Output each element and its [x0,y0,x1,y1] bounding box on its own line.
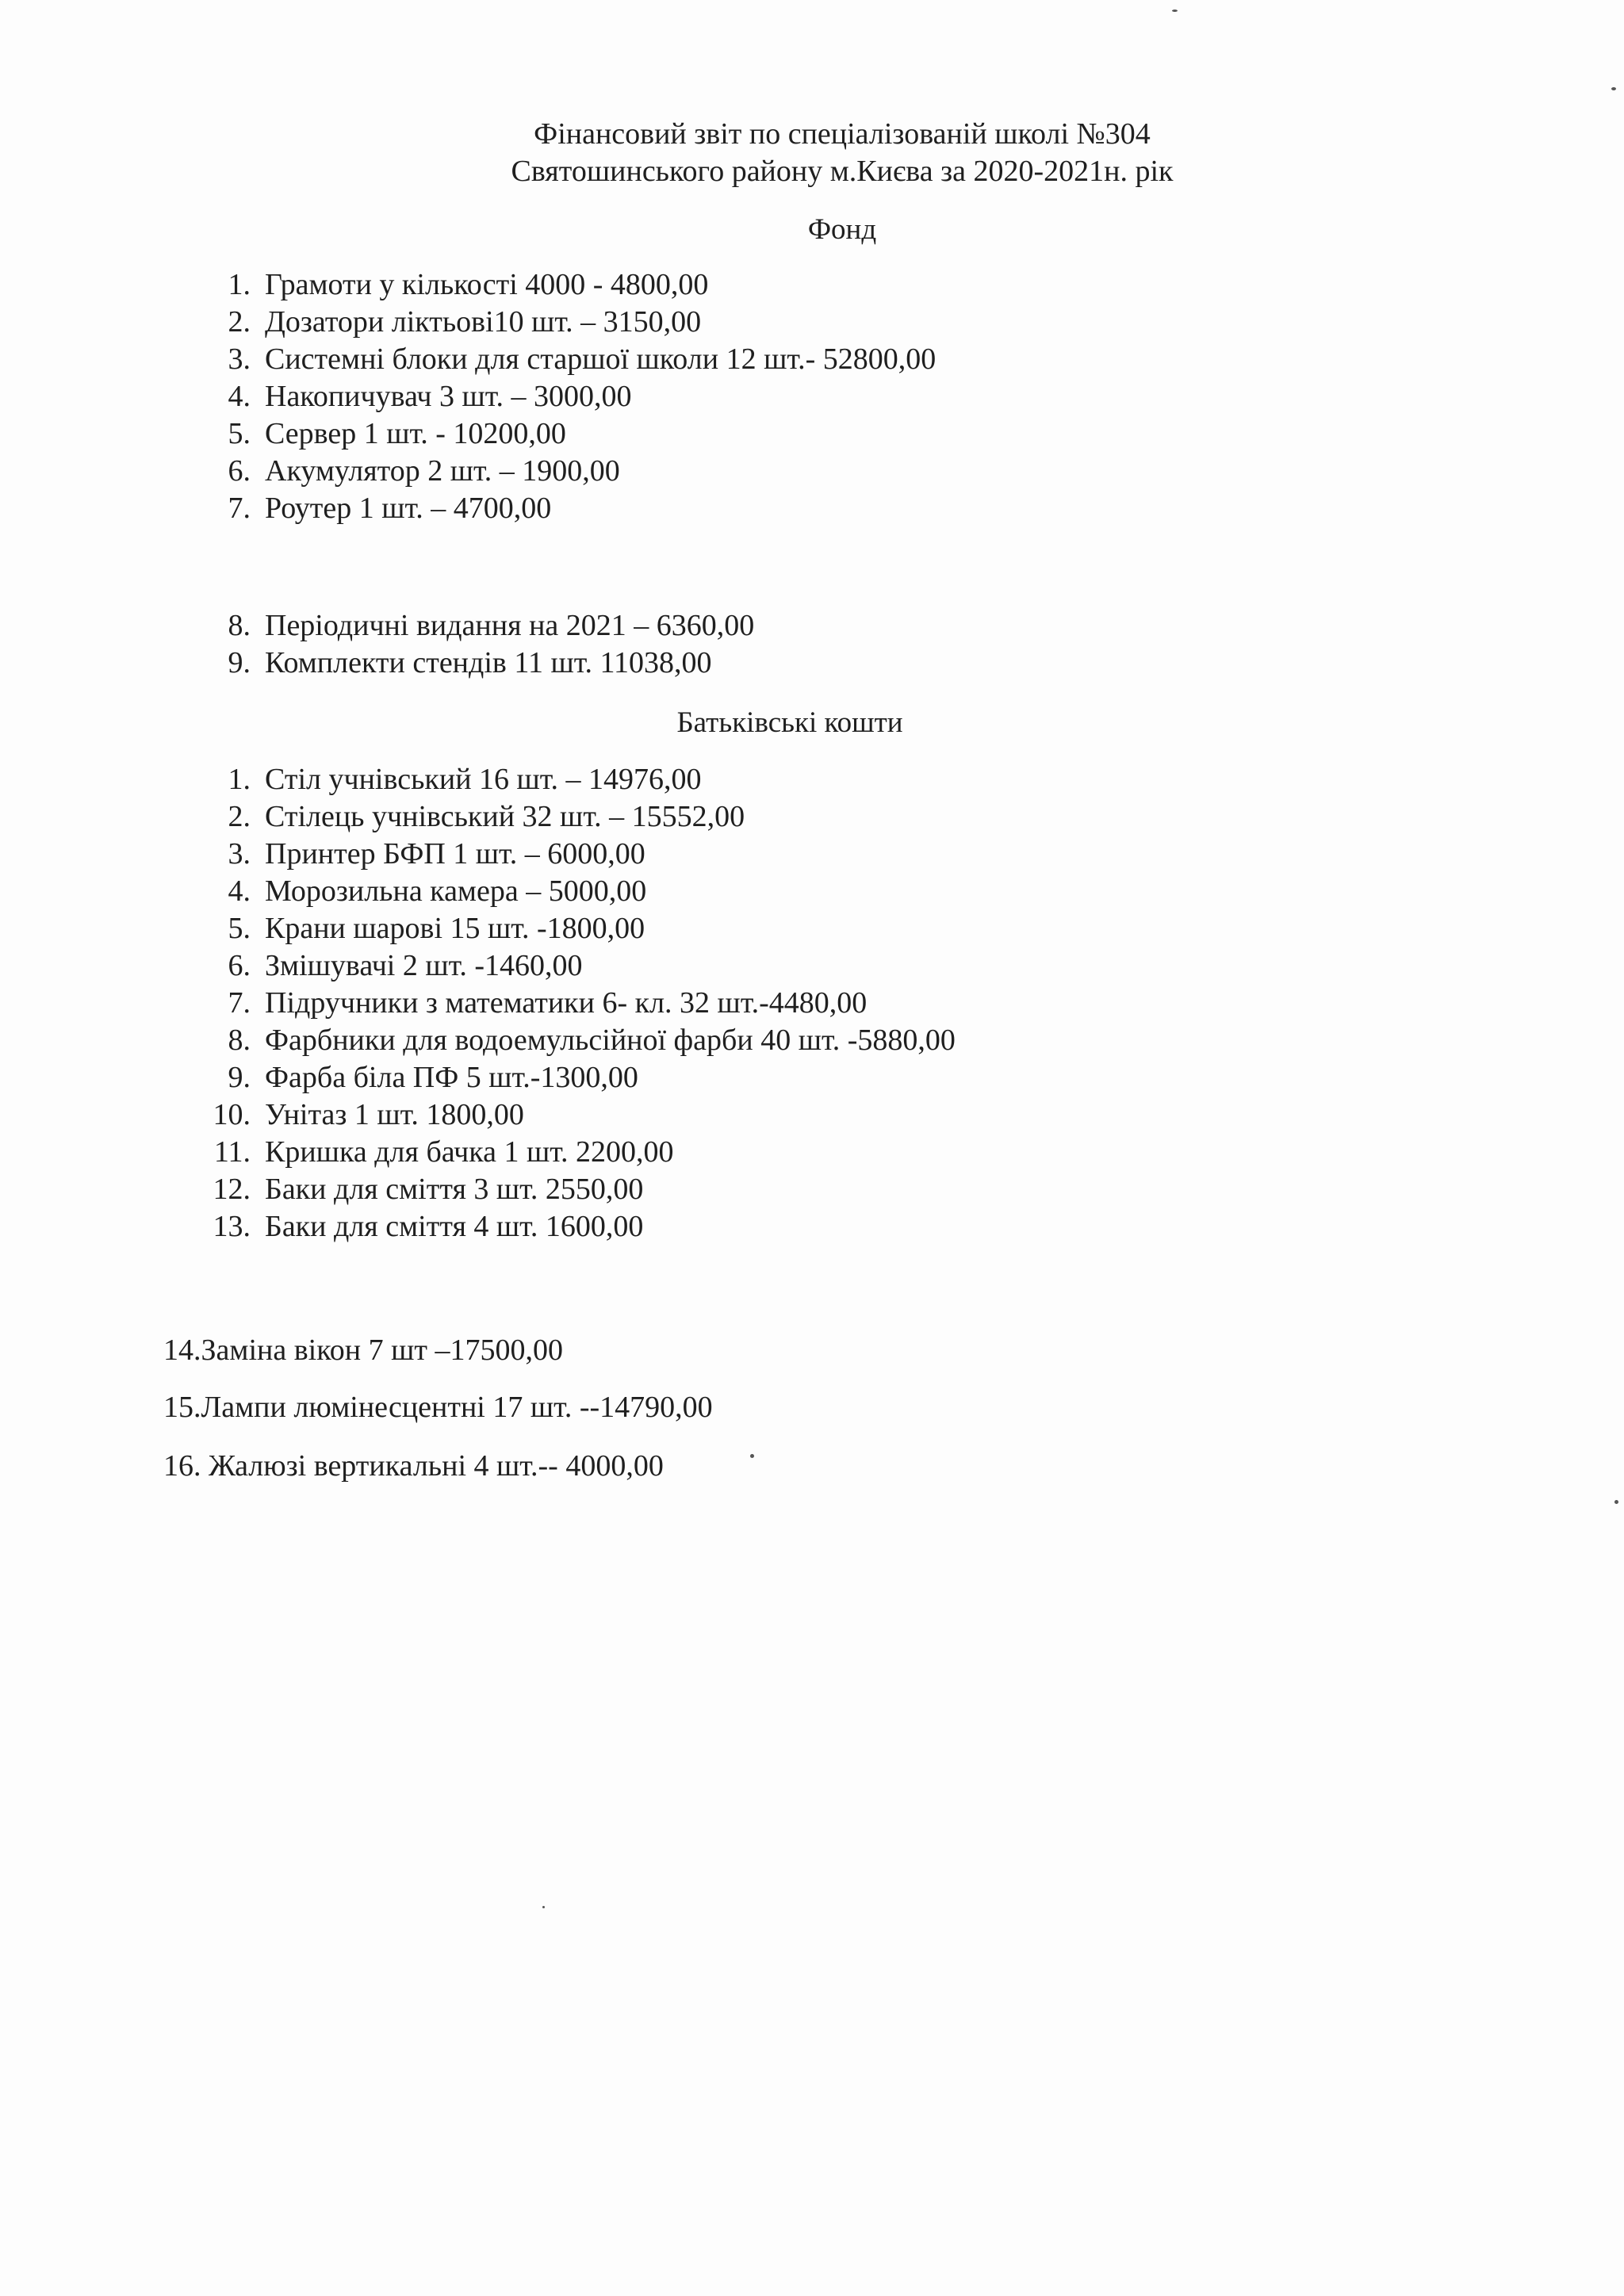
parents-item-text: Стіл учнівський 16 шт. – 14976,00 [265,763,702,796]
fund-item-text: Грамоти у кількості 4000 - 4800,00 [265,268,709,301]
scan-speck [1611,87,1616,90]
parents-item-number: 8. [228,1024,251,1057]
fund-item-number: 3. [228,342,251,376]
parents-item-text: Підручники з математики 6- кл. 32 шт.-4480,00 [265,986,868,1020]
parents-item-number: 7. [228,986,251,1020]
fund-item-text: Акумулятор 2 шт. – 1900,00 [265,454,620,488]
fund-item-text: Системні блоки для старшої школи 12 шт.- 52800,00 [265,342,936,376]
parents-item-number: 10. [213,1098,251,1131]
fund-heading: Фонд [807,213,877,246]
fund-item-number: 8. [228,609,251,642]
fund-item-number: 2. [228,305,251,339]
fund-item-number: 9. [228,646,251,679]
scan-speck [750,1454,754,1458]
parents-item-number: 2. [228,800,251,833]
scan-speck [542,1906,545,1908]
parents-item-text: Баки для сміття 4 шт. 1600,00 [265,1210,644,1243]
parents-item-number: 6. [228,949,251,982]
fund-item-number: 5. [228,417,251,450]
scan-speck [1614,1500,1618,1504]
parents-item-text: Принтер БФП 1 шт. – 6000,00 [265,837,645,871]
parents-item-text: Фарбники для водоемульсійної фарби 40 шт. -5880,00 [265,1024,956,1057]
fund-item-text: Накопичувач 3 шт. – 3000,00 [265,380,632,413]
fund-item-number: 1. [228,268,251,301]
parents-item-number: 13. [213,1210,251,1243]
fund-item-text: Дозатори ліктьові10 шт. – 3150,00 [265,305,702,339]
parents-item-text: Фарба біла ПФ 5 шт.-1300,00 [265,1061,638,1094]
parents-extra-item: 14.Заміна вікон 7 шт –17500,00 [163,1334,563,1367]
parents-item-number: 1. [228,763,251,796]
parents-item-number: 11. [213,1135,251,1169]
parents-extra-item: 16. Жалюзі вертикальні 4 шт.-- 4000,00 [163,1449,664,1483]
report-title-line-2: Святошинського району м.Києва за 2020-2021н. рік [511,155,1174,188]
fund-item-number: 6. [228,454,251,488]
fund-item-text: Періодичні видання на 2021 – 6360,00 [265,609,755,642]
parents-item-text: Кришка для бачка 1 шт. 2200,00 [265,1135,674,1169]
parents-item-number: 4. [228,874,251,908]
parents-item-number: 9. [228,1061,251,1094]
parents-item-text: Стілець учнівський 32 шт. – 15552,00 [265,800,745,833]
fund-item-number: 7. [228,492,251,525]
parents-item-number: 12. [213,1173,251,1206]
fund-item-number: 4. [228,380,251,413]
fund-item-text: Сервер 1 шт. - 10200,00 [265,417,566,450]
parents-item-text: Баки для сміття 3 шт. 2550,00 [265,1173,644,1206]
parents-item-number: 3. [228,837,251,871]
parents-item-text: Змішувачі 2 шт. -1460,00 [265,949,583,982]
parents-item-text: Унітаз 1 шт. 1800,00 [265,1098,524,1131]
parents-item-number: 5. [228,912,251,945]
scan-speck [1172,10,1178,12]
parents-item-text: Крани шарові 15 шт. -1800,00 [265,912,645,945]
fund-item-text: Комплекти стендів 11 шт. 11038,00 [265,646,712,679]
fund-item-text: Роутер 1 шт. – 4700,00 [265,492,552,525]
parents-extra-item: 15.Лампи люмінесцентні 17 шт. --14790,00 [163,1391,713,1424]
parents-heading: Батьківські кошти [676,706,903,739]
parents-item-text: Морозильна камера – 5000,00 [265,874,647,908]
report-title-line-1: Фінансовий звіт по спеціалізованій школі №304 [534,117,1151,151]
